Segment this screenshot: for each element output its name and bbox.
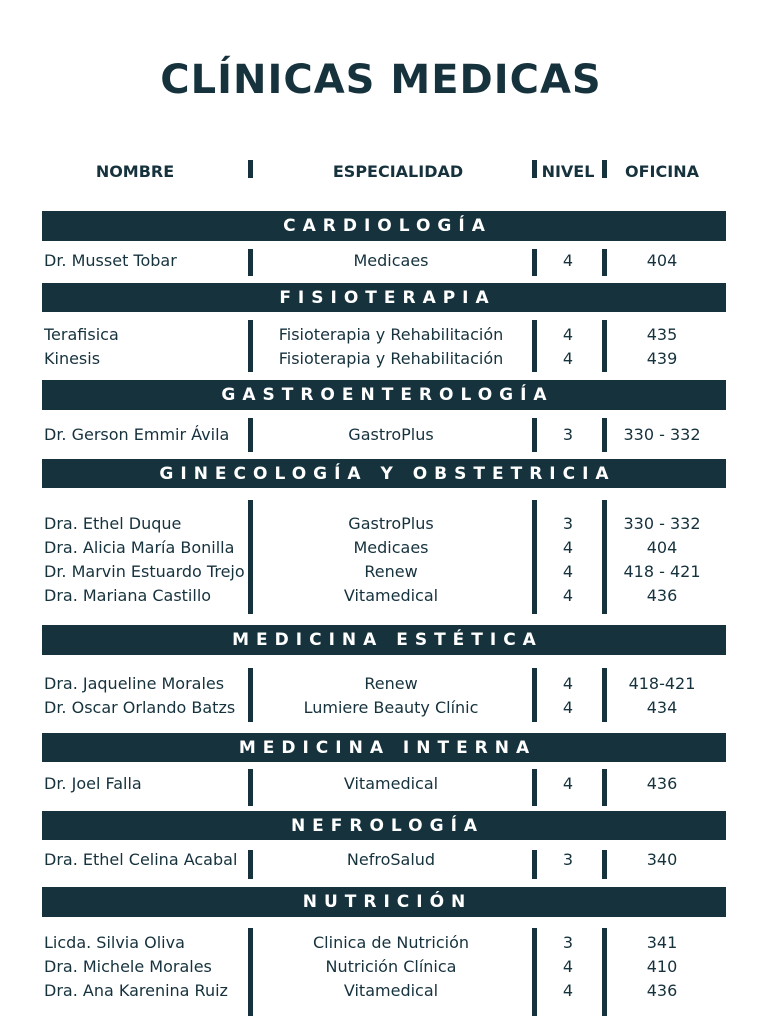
clinic-specialty: Fisioterapia y Rehabilitación <box>278 349 504 368</box>
table-row <box>0 512 762 535</box>
doctor-name: Dr. Joel Falla <box>44 774 142 793</box>
clinic-specialty: NefroSalud <box>346 850 436 869</box>
doctor-name: Dr. Gerson Emmir Ávila <box>44 425 230 444</box>
clinic-specialty: Renew <box>364 562 418 581</box>
clinic-specialty: GastroPlus <box>348 425 434 444</box>
doctor-name: Dr. Oscar Orlando Batzs <box>44 698 236 717</box>
floor-level: 4 <box>562 698 574 717</box>
office-number: 410 <box>646 957 678 976</box>
table-row <box>0 347 762 370</box>
office-number: 330 - 332 <box>623 514 701 533</box>
floor-level: 3 <box>562 425 574 444</box>
office-number: 404 <box>646 538 678 557</box>
floor-level: 4 <box>562 538 574 557</box>
doctor-name: Dra. Mariana Castillo <box>44 586 212 605</box>
section-title: MEDICINA ESTÉTICA <box>232 630 543 650</box>
section-title: NUTRICIÓN <box>302 892 473 912</box>
doctor-name: Dra. Jaqueline Morales <box>44 674 225 693</box>
table-row <box>0 584 762 607</box>
office-number: 340 <box>646 850 678 869</box>
header-office: OFICINA <box>625 162 699 181</box>
floor-level: 4 <box>562 586 574 605</box>
header-divider <box>248 160 253 178</box>
office-number: 435 <box>646 325 678 344</box>
office-number: 404 <box>646 251 678 270</box>
table-row <box>0 672 762 695</box>
floor-level: 3 <box>562 933 574 952</box>
floor-level: 4 <box>562 325 574 344</box>
header-divider <box>602 160 607 178</box>
office-number: 330 - 332 <box>623 425 701 444</box>
floor-level: 4 <box>562 774 574 793</box>
doctor-name: Dra. Ethel Duque <box>44 514 182 533</box>
clinic-specialty: Medicaes <box>353 251 429 270</box>
section-band <box>42 380 726 410</box>
table-row <box>0 560 762 583</box>
table-row <box>0 931 762 954</box>
doctor-name: Licda. Silvia Oliva <box>44 933 185 952</box>
section-band <box>42 811 726 840</box>
clinic-specialty: Nutrición Clínica <box>325 957 457 976</box>
header-specialty: ESPECIALIDAD <box>332 162 464 181</box>
header-name: NOMBRE <box>95 162 175 181</box>
clinic-specialty: Medicaes <box>353 538 429 557</box>
section-title: CARDIOLOGÍA <box>283 216 492 236</box>
floor-level: 4 <box>562 674 574 693</box>
header-level: NIVEL <box>541 162 595 181</box>
clinic-specialty: Fisioterapia y Rehabilitación <box>278 325 504 344</box>
section-band <box>42 887 726 917</box>
section-band <box>42 459 726 488</box>
clinic-specialty: Clinica de Nutrición <box>313 933 469 952</box>
office-number: 436 <box>646 586 678 605</box>
table-row <box>0 848 762 871</box>
doctor-name: Dra. Ethel Celina Acabal <box>44 850 238 869</box>
section-band <box>42 625 726 655</box>
office-number: 439 <box>646 349 678 368</box>
doctor-name: Dr. Musset Tobar <box>44 251 177 270</box>
clinic-specialty: Vitamedical <box>343 774 439 793</box>
clinic-specialty: Lumiere Beauty Clínic <box>303 698 479 717</box>
office-number: 418-421 <box>628 674 696 693</box>
section-title: GASTROENTEROLOGÍA <box>221 385 554 405</box>
section-title: GINECOLOGÍA Y OBSTETRICIA <box>159 463 616 484</box>
table-row <box>0 536 762 559</box>
doctor-name: Dra. Ana Karenina Ruiz <box>44 981 228 1000</box>
section-band <box>42 283 726 312</box>
header-divider <box>532 160 537 178</box>
office-number: 418 - 421 <box>623 562 701 581</box>
office-number: 341 <box>646 933 678 952</box>
doctor-name: Terafisica <box>44 325 119 344</box>
table-row <box>0 249 762 272</box>
office-number: 436 <box>646 981 678 1000</box>
doctor-name: Dr. Marvin Estuardo Trejo <box>44 562 245 581</box>
floor-level: 3 <box>562 850 574 869</box>
section-band <box>42 733 726 762</box>
table-row <box>0 423 762 446</box>
table-row <box>0 323 762 346</box>
page-title: CLÍNICAS MEDICAS <box>160 57 602 103</box>
floor-level: 4 <box>562 957 574 976</box>
table-row <box>0 696 762 719</box>
floor-level: 4 <box>562 981 574 1000</box>
floor-level: 3 <box>562 514 574 533</box>
doctor-name: Dra. Alicia María Bonilla <box>44 538 235 557</box>
table-row <box>0 955 762 978</box>
clinic-specialty: Vitamedical <box>343 981 439 1000</box>
section-title: MEDICINA INTERNA <box>238 737 537 758</box>
doctor-name: Dra. Michele Morales <box>44 957 212 976</box>
clinic-specialty: GastroPlus <box>348 514 434 533</box>
section-title: NEFROLOGÍA <box>290 815 485 836</box>
floor-level: 4 <box>562 349 574 368</box>
table-row <box>0 979 762 1002</box>
table-row <box>0 772 762 795</box>
doctor-name: Kinesis <box>44 349 101 368</box>
clinic-specialty: Renew <box>364 674 418 693</box>
clinic-specialty: Vitamedical <box>343 586 439 605</box>
floor-level: 4 <box>562 251 574 270</box>
section-band <box>42 211 726 241</box>
floor-level: 4 <box>562 562 574 581</box>
office-number: 434 <box>646 698 678 717</box>
section-title: FISIOTERAPIA <box>279 287 496 308</box>
office-number: 436 <box>646 774 678 793</box>
